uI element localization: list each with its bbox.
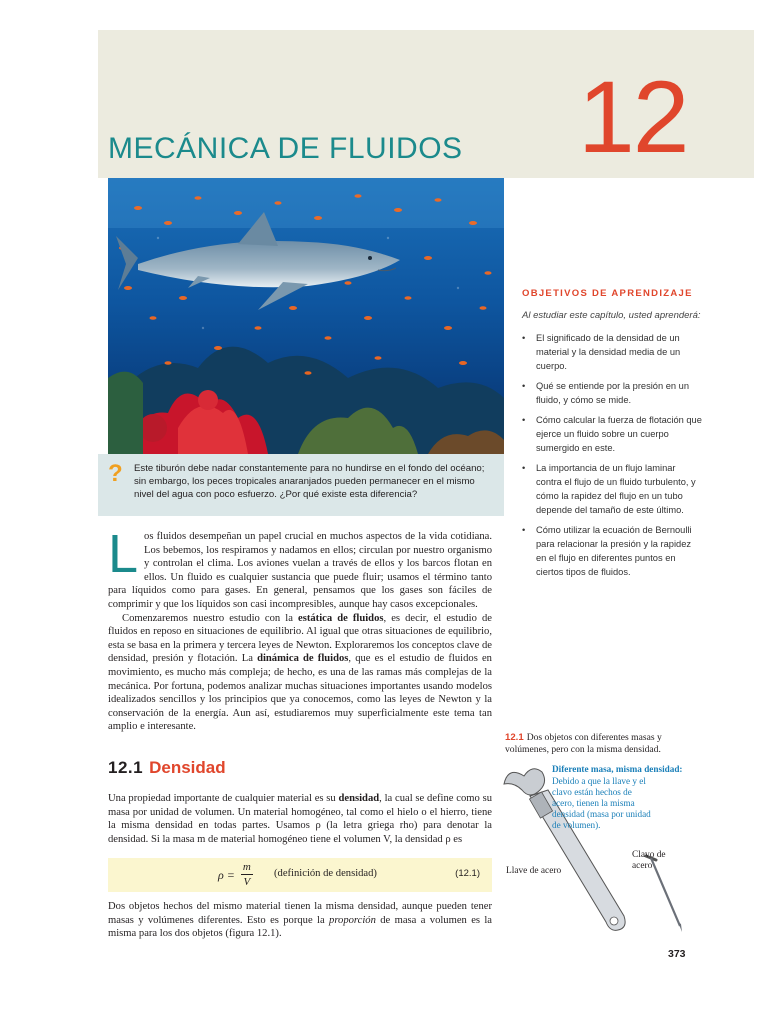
section-title: Densidad <box>149 758 226 777</box>
term-fluid-dynamics: dinámica de fluidos <box>257 653 349 665</box>
chapter-number: 12 <box>578 60 688 174</box>
section-number: 12.1 <box>108 758 144 777</box>
objective-item: • Qué se entiende por la presión en un fluido, y cómo se mide. <box>522 379 702 407</box>
objective-item: • El significado de la densidad de un material y la densidad media de un cuerpo. <box>522 331 702 373</box>
section-heading <box>108 758 226 778</box>
shark-reef-photo <box>108 178 504 454</box>
section-paragraph-2: Dos objetos hechos del mismo material tienen la misma densidad, aunque pueden tener masas y volúmenes diferentes. Esto es porque la proporción de masa a volumen es la misma para los dos objetos (figura 12.1). <box>108 901 493 940</box>
intro-paragraph-2: Comenzaremos nuestro estudio con la estática de fluidos, es decir, el estudio de fluidos en reposo en situaciones de equilibrio. Al igual que otras situaciones de equilibrio, esta se basa en la primera y tercera leyes de Newton. Exploraremos los conceptos clave de densidad, presión y flotación. La dinámica de fluidos, que es el estudio de fluidos en movimiento, es mucho más compleja; de hecho, es una de las ramas más complejas de la mecánica. Por fortuna, podemos analizar muchas situaciones importantes usando modelos idealizados sencillos y los principios que ya conocemos, como las leyes de Newton y la conservación de la energía. Aun así, estudiaremos muy superficialmente este tema tan amplio e interesante. <box>108 612 492 733</box>
section-paragraph-1: Una propiedad importante de cualquier material es su densidad, la cual se define como su masa por unidad de volumen. Un material homogéneo, tal como el hielo o el hierro, tiene la misma densidad en todas partes. Usamos ρ (la letra griega rho) para denotar la densidad. Si la masa m de material homogéneo tiene el volumen V, la densidad ρ es <box>108 793 493 845</box>
chapter-introduction <box>108 524 492 734</box>
chapter-title: MECÁNICA DE FLUIDOS <box>108 132 463 165</box>
objectives-intro: Al estudiar este capítulo, usted aprenderá: <box>522 310 701 321</box>
photo-caption-text: Este tiburón debe nadar constantemente para no hundirse en el fondo del océano; sin embargo, los peces tropicales anaranjados pueden permanecer en el mismo nivel del agua con poco esfuerzo. ¿Por qué existe esta diferencia? <box>134 463 485 500</box>
figure-caption: 12.1 Dos objetos con diferentes masas y volúmenes, pero con la misma densidad. <box>505 732 662 755</box>
drop-cap: L <box>108 524 139 584</box>
figure-wrench-nail <box>500 756 710 936</box>
objectives-heading: OBJETIVOS DE APRENDIZAJE <box>522 288 693 299</box>
term-fluid-statics: estática de fluidos <box>298 612 384 624</box>
photo-caption-box <box>98 454 504 516</box>
density-equation: ρ = $\frac{m}{V}$ <box>218 861 251 888</box>
figure-annotation-title: Diferente masa, misma densidad: <box>552 764 683 774</box>
figure-number: 12.1 <box>505 732 524 743</box>
learning-objectives <box>522 288 702 585</box>
objective-item: • La importancia de un flujo laminar contra el flujo de un fluido turbulento, y cómo la rapidez del flujo en un tubo depende del tamaño de este último. <box>522 461 702 517</box>
question-mark-icon: ? <box>108 460 123 487</box>
objectives-list <box>522 331 702 579</box>
page-number: 373 <box>668 948 686 960</box>
objective-item: • Cómo calcular la fuerza de flotación que ejerce un fluido sobre un cuerpo sumergido en este. <box>522 413 702 455</box>
figure-annotation-body: Debido a que la llave y el clavo están hechos de acero, tienen la misma densidad (masa por unidad de volumen). <box>552 776 651 830</box>
nail-label: Clavo de acero <box>632 850 666 871</box>
objective-item: • Cómo utilizar la ecuación de Bernoulli para relacionar la presión y la rapidez en el flujo en diferentes puntos en ciertos tipos de fluidos. <box>522 523 702 579</box>
equation-fraction: $\frac{m}{V}$ <box>242 861 251 888</box>
wrench-label: Llave de acero <box>506 866 562 876</box>
equation-description: (definición de densidad) <box>274 868 377 879</box>
intro-paragraph-1: Los fluidos desempeñan un papel crucial en muchos aspectos de la vida cotidiana. Los bebemos, los respiramos y nadamos en ellos; circulan por nuestro organismo y controlan el clima. Los aviones vuelan a través de ellos y los barcos flotan en ellos. Un fluido es cualquier sustancia que puede fluir; usamos el término tanto para líquidos como para gases. En general, pensamos que los gases son fáciles de comprimir y que los líquidos son casi incompresibles, aunque hay casos excepcionales. <box>108 524 492 610</box>
equation-box <box>108 858 492 892</box>
equation-number: (12.1) <box>455 868 480 879</box>
term-density: densidad <box>338 793 380 804</box>
